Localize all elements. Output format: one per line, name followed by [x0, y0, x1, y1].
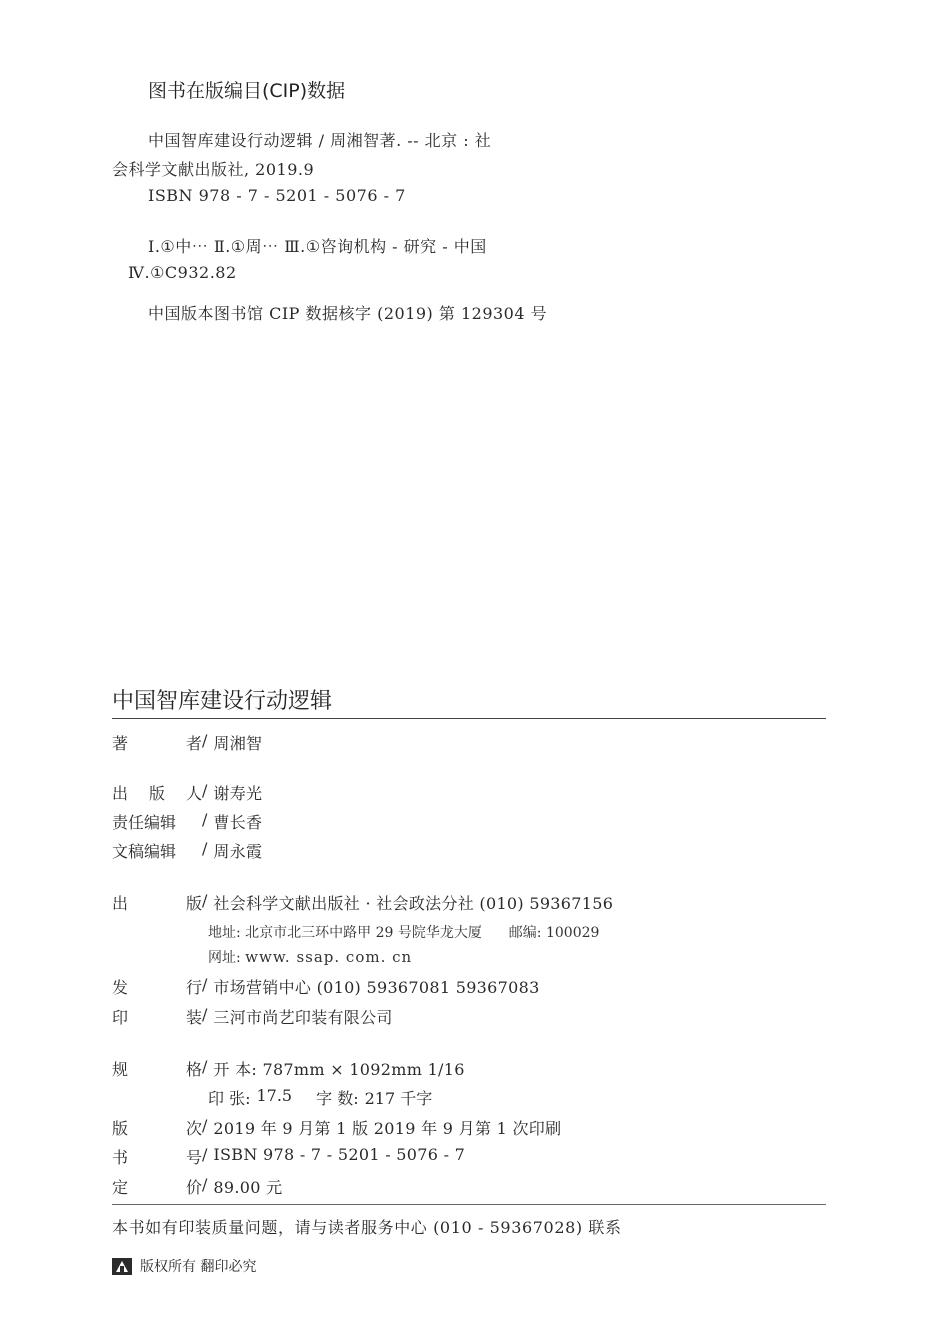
- isbn-value: ISBN 978 - 7 - 5201 - 5076 - 7: [213, 1145, 466, 1164]
- spec-label: 规 格: [112, 1060, 202, 1079]
- cip-line-4: Ⅰ.①中⋯ Ⅱ.①周⋯ Ⅲ.①咨询机构 - 研究 - 中国: [148, 237, 487, 256]
- editor-row: 责任编辑 / 曹长香: [112, 810, 263, 832]
- publisher-person-value: 谢寿光: [213, 784, 263, 803]
- notice-divider: [112, 1204, 826, 1205]
- cip-title: 图书在版编目(CIP)数据: [148, 80, 346, 102]
- title-divider: [112, 718, 826, 719]
- copy-editor-label: 文稿编辑: [112, 842, 177, 861]
- print-label: 印 装: [112, 1008, 202, 1027]
- author-row: 著 者 / 周湘智: [112, 731, 263, 753]
- spec-row: 规 格 / 开 本: 787mm × 1092mm 1/16: [112, 1057, 465, 1079]
- address-value: 北京市北三环中路甲 29 号院华龙大厦: [245, 925, 482, 941]
- copyright-line: [112, 1256, 256, 1276]
- price-row: 定 价 / 89.00 元: [112, 1175, 283, 1197]
- publish-row: 出 版 / 社会科学文献出版社 · 社会政法分社 (010) 59367156: [112, 891, 614, 913]
- print-row: 印 装 / 三河市尚艺印装有限公司: [112, 1005, 393, 1027]
- publisher-logo-icon: [112, 1258, 132, 1275]
- format-value: 787mm × 1092mm 1/16: [262, 1060, 465, 1079]
- editor-label: 责任编辑: [112, 813, 177, 832]
- cip-line-2: 会科学文献出版社, 2019.9: [112, 160, 315, 179]
- address-label: 地址:: [208, 925, 241, 941]
- cip-line-6: 中国版本图书馆 CIP 数据核字 (2019) 第 129304 号: [148, 304, 548, 323]
- copy-editor-value: 周永霞: [213, 842, 263, 861]
- publisher-person-label: 出 版 人: [112, 784, 202, 803]
- postcode-label: 邮编:: [508, 925, 542, 941]
- edition-row: 版 次 / 2019 年 9 月第 1 版 2019 年 9 月第 1 次印刷: [112, 1116, 562, 1138]
- print-value: 三河市尚艺印装有限公司: [213, 1008, 393, 1027]
- words-value: 217 千字: [364, 1089, 433, 1108]
- author-value: 周湘智: [213, 734, 263, 753]
- website-label: 网址:: [208, 950, 241, 966]
- cip-line-1: 中国智库建设行动逻辑 / 周湘智著. -- 北京 : 社: [148, 131, 492, 150]
- sheets-label: 印 张:: [208, 1089, 251, 1108]
- publisher-person-row: 出 版 人 / 谢寿光: [112, 781, 263, 803]
- issue-label: 发 行: [112, 978, 202, 997]
- cip-line-5: Ⅳ.①C932.82: [128, 263, 237, 282]
- book-title: 中国智库建设行动逻辑: [112, 689, 333, 714]
- issue-value: 市场营销中心 (010) 59367081 59367083: [213, 978, 540, 997]
- editor-value: 曹长香: [213, 813, 263, 832]
- spec-sub-row: [208, 1086, 432, 1109]
- price-label: 定 价: [112, 1178, 202, 1197]
- isbn-row: 书 号 / ISBN 978 - 7 - 5201 - 5076 - 7: [112, 1145, 466, 1167]
- publish-label: 出 版: [112, 894, 202, 913]
- publish-value: 社会科学文献出版社 · 社会政法分社 (010) 59367156: [213, 894, 614, 913]
- author-label: 著 者: [112, 734, 202, 753]
- price-value: 89.00 元: [213, 1178, 283, 1197]
- address-line: [208, 922, 599, 942]
- website-value: www. ssap. com. cn: [245, 948, 413, 966]
- words-label: 字 数:: [316, 1089, 359, 1108]
- edition-value: 2019 年 9 月第 1 版 2019 年 9 月第 1 次印刷: [213, 1119, 562, 1138]
- cip-line-3: ISBN 978 - 7 - 5201 - 5076 - 7: [148, 186, 406, 205]
- format-label: 开 本:: [213, 1060, 258, 1079]
- quality-notice: 本书如有印装质量问题，请与读者服务中心 (010 - 59367028) 联系: [112, 1218, 622, 1237]
- copy-editor-row: 文稿编辑 / 周永霞: [112, 839, 263, 861]
- copyright-text: 版权所有 翻印必究: [140, 1259, 257, 1275]
- issue-row: 发 行 / 市场营销中心 (010) 59367081 59367083: [112, 975, 540, 997]
- isbn-label: 书 号: [112, 1148, 202, 1167]
- website-line: [208, 947, 412, 967]
- sheets-value: 17.5: [256, 1086, 293, 1105]
- edition-label: 版 次: [112, 1119, 202, 1138]
- postcode-value: 100029: [545, 925, 600, 941]
